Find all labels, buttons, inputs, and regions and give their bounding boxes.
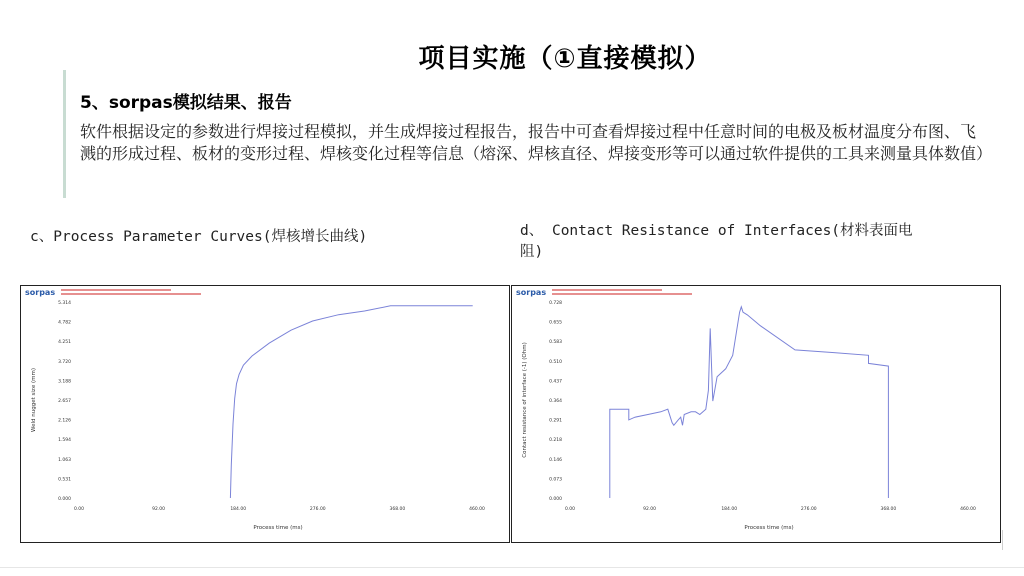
chart-contact-resistance	[512, 286, 1000, 542]
footer-divider	[0, 567, 1024, 568]
caption-contact-resistance: d、 Contact Resistance of Interfaces(材料表面电阻)	[520, 223, 913, 260]
series-line	[230, 306, 472, 498]
chart-panel-nugget	[20, 285, 510, 543]
y-tick-label: 3.720	[58, 359, 71, 365]
caption-nugget-growth: c、Process Parameter Curves(焊核增长曲线)	[30, 229, 368, 245]
y-tick-label: 4.782	[58, 320, 71, 326]
y-tick-label: 3.188	[58, 379, 71, 385]
y-axis-label: Weld nugget size (mm)	[31, 368, 37, 432]
x-tick-label: 0.00	[564, 507, 576, 512]
y-tick-label: 0.146	[549, 457, 562, 463]
y-tick-label: 0.531	[58, 477, 71, 483]
y-tick-label: 0.510	[549, 359, 562, 365]
x-tick-label: 368.00	[389, 507, 406, 512]
sorpas-logo: sorpas	[25, 288, 56, 297]
accent-bar	[63, 70, 66, 198]
y-tick-label: 4.251	[58, 340, 71, 346]
y-tick-label: 0.291	[549, 418, 562, 424]
y-tick-label: 2.657	[58, 399, 71, 404]
y-tick-label: 0.437	[549, 379, 562, 385]
series-line	[610, 307, 889, 498]
x-axis-label: Process time (ms)	[744, 525, 794, 531]
x-tick-label: 276.00	[309, 507, 326, 512]
x-tick-label: 460.00	[469, 507, 485, 512]
chart-nugget-size	[21, 286, 509, 542]
x-tick-label: 92.00	[643, 507, 657, 512]
x-tick-label: 276.00	[800, 507, 817, 512]
x-tick-label: 184.00	[721, 507, 738, 512]
y-tick-label: 0.000	[58, 497, 71, 502]
chart-panel-resistance	[511, 285, 1001, 543]
y-tick-label: 0.218	[549, 438, 562, 444]
y-tick-label: 0.364	[549, 399, 562, 404]
y-tick-label: 0.073	[549, 477, 562, 483]
x-tick-label: 460.00	[960, 507, 976, 512]
y-tick-label: 0.728	[549, 301, 562, 306]
x-tick-label: 92.00	[152, 507, 166, 512]
sorpas-logo: sorpas	[516, 288, 547, 297]
slide-title: 项目实施（①直接模拟）	[418, 44, 712, 74]
y-tick-label: 1.063	[58, 457, 71, 463]
y-tick-label: 2.126	[58, 418, 71, 424]
x-tick-label: 184.00	[230, 507, 247, 512]
y-axis-label: Contact resistance of interface (-1) (Ohm)	[522, 342, 528, 458]
y-tick-label: 1.594	[58, 438, 71, 444]
y-tick-label: 0.000	[549, 497, 562, 502]
x-tick-label: 0.00	[73, 507, 85, 512]
y-tick-label: 0.655	[549, 320, 562, 326]
corner-mark	[1002, 530, 1003, 550]
x-axis-label: Process time (ms)	[253, 525, 303, 531]
y-tick-label: 5.314	[58, 301, 71, 306]
y-tick-label: 0.583	[549, 340, 562, 346]
x-tick-label: 368.00	[880, 507, 897, 512]
description-text: 软件根据设定的参数进行焊接过程模拟，并生成焊接过程报告，报告中可查看焊接过程中任意时间的电极及板材温度分布图、飞溅的形成过程、板材的变形过程、焊核变化过程等信息（熔深、焊核直径、焊接变形等可以通过软件提供的工具来测量具体数值）	[80, 122, 993, 163]
section-heading: 5、sorpas模拟结果、报告	[80, 93, 292, 113]
